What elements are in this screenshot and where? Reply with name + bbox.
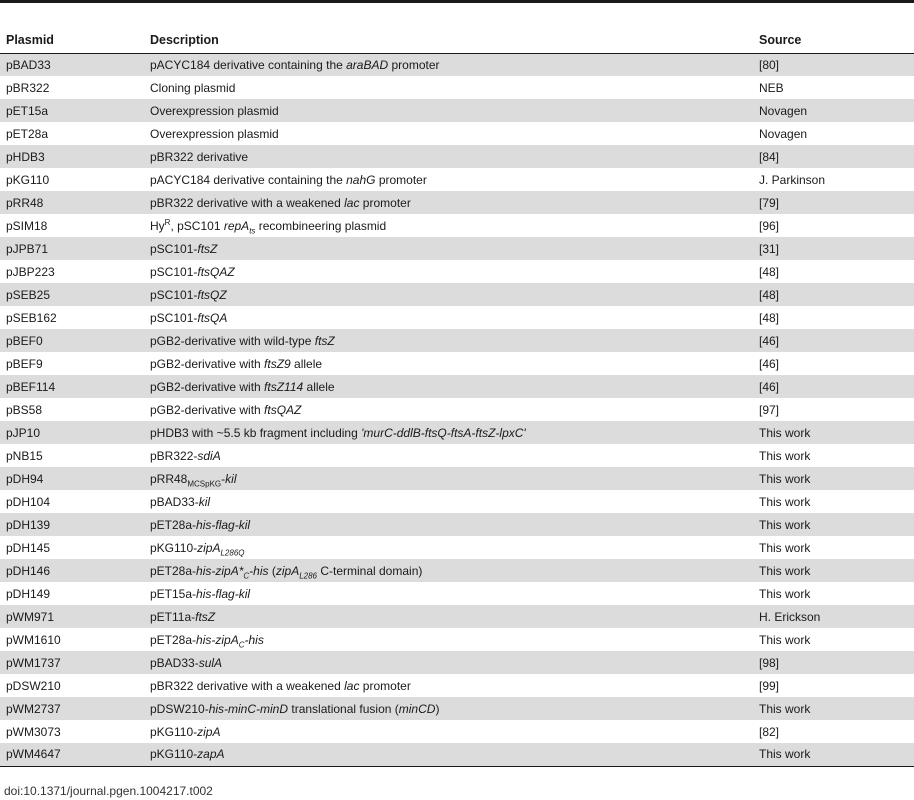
source-cell: [98] xyxy=(759,655,780,670)
plasmid-cell: pBS58 xyxy=(6,402,43,417)
description-segment: zapA xyxy=(197,747,225,762)
description-segment: zipA xyxy=(197,540,221,555)
description-segment: L286Q xyxy=(220,547,245,557)
table-row xyxy=(0,467,914,490)
description-segment: -his xyxy=(249,563,269,578)
table-row xyxy=(0,122,914,145)
description-segment: lac xyxy=(344,195,360,210)
description-cell xyxy=(144,467,753,490)
table-row xyxy=(0,421,914,444)
description-segment: ftsZ xyxy=(197,241,218,256)
description-segment: kil xyxy=(198,494,211,509)
plasmid-cell: pET28a xyxy=(6,126,49,141)
description-segment: allele xyxy=(303,379,335,394)
table-row xyxy=(0,720,914,743)
table-row xyxy=(0,352,914,375)
description-cell xyxy=(144,352,753,375)
description-segment: Hy xyxy=(150,218,165,233)
plasmid-cell: pBR322 xyxy=(6,80,50,95)
table-row xyxy=(0,628,914,651)
description-cell xyxy=(144,53,753,76)
description-segment: zipA xyxy=(275,563,300,578)
description-cell xyxy=(144,582,753,605)
source-cell: This work xyxy=(759,540,811,555)
source-cell: Novagen xyxy=(759,103,808,118)
description-segment: pACYC184 derivative containing the xyxy=(150,57,347,72)
plasmid-cell: pDH146 xyxy=(6,563,51,578)
description-cell xyxy=(144,743,753,766)
description-cell xyxy=(144,122,753,145)
description-segment: his-flag-kil xyxy=(196,586,251,601)
description-segment: pBAD33- xyxy=(150,655,199,670)
plasmid-cell: pRR48 xyxy=(6,195,44,210)
plasmid-cell: pBEF0 xyxy=(6,333,43,348)
description-segment: ftsZ114 xyxy=(264,379,304,394)
source-cell: NEB xyxy=(759,80,784,95)
header-description: Description xyxy=(144,28,753,53)
description-segment: ) xyxy=(435,701,440,716)
description-segment: ftsQAZ xyxy=(264,402,302,417)
table-row xyxy=(0,99,914,122)
description-cell xyxy=(144,191,753,214)
table-row xyxy=(0,375,914,398)
description-segment: lac xyxy=(344,678,360,693)
plasmid-cell: pWM971 xyxy=(6,609,55,624)
source-cell: [46] xyxy=(759,356,780,371)
description-segment: pKG110- xyxy=(150,540,198,555)
description-segment: pGB2-derivative with wild-type xyxy=(150,333,315,348)
description-cell xyxy=(144,375,753,398)
description-segment: pET28a- xyxy=(150,563,197,578)
description-segment: promoter xyxy=(388,57,440,72)
table-row xyxy=(0,674,914,697)
description-segment: araBAD xyxy=(346,57,389,72)
description-cell xyxy=(144,444,753,467)
source-cell: This work xyxy=(753,743,914,766)
description-segment: Cloning plasmid xyxy=(150,80,236,95)
description-cell xyxy=(144,283,753,306)
description-segment: nahG xyxy=(346,172,376,187)
description-segment: zipA xyxy=(197,724,221,739)
source-cell: This work xyxy=(759,448,811,463)
header-plasmid: Plasmid xyxy=(0,28,144,53)
source-cell: [84] xyxy=(759,149,780,164)
description-segment: his-minC-minD xyxy=(208,701,289,716)
description-segment: sdiA xyxy=(197,448,221,463)
source-cell: [99] xyxy=(759,678,780,693)
plasmid-cell: pBAD33 xyxy=(6,57,51,72)
plasmid-cell: pNB15 xyxy=(6,448,43,463)
source-cell: [79] xyxy=(759,195,780,210)
source-cell: This work xyxy=(759,425,811,440)
plasmid-cell: pBEF114 xyxy=(6,379,56,394)
plasmid-cell: pWM3073 xyxy=(6,724,61,739)
description-segment: pSC101- xyxy=(150,241,198,256)
description-segment: pSC101- xyxy=(150,287,198,302)
table-row xyxy=(0,191,914,214)
source-cell: H. Erickson xyxy=(759,609,821,624)
plasmid-table xyxy=(0,28,914,767)
description-cell xyxy=(144,421,753,444)
source-cell: [48] xyxy=(759,310,780,325)
source-cell: This work xyxy=(759,494,811,509)
source-cell: This work xyxy=(759,701,811,716)
source-cell: [80] xyxy=(759,57,780,72)
description-cell xyxy=(144,490,753,513)
description-segment: pKG110- xyxy=(150,724,198,739)
description-segment: ftsZ xyxy=(195,609,216,624)
table-row xyxy=(0,743,914,766)
table-row xyxy=(0,559,914,582)
table-row xyxy=(0,145,914,168)
source-cell: [48] xyxy=(759,264,780,279)
description-segment: pKG110- xyxy=(150,747,198,762)
description-cell xyxy=(144,559,753,582)
table-row xyxy=(0,260,914,283)
plasmid-cell: pJPB71 xyxy=(6,241,49,256)
description-segment: pGB2-derivative with xyxy=(150,356,265,371)
description-segment: pACYC184 derivative containing the xyxy=(150,172,347,187)
description-segment: C xyxy=(243,570,250,580)
description-cell xyxy=(144,329,753,352)
description-segment: ftsZ9 xyxy=(264,356,291,371)
description-segment: pSC101- xyxy=(150,310,198,325)
description-segment: - xyxy=(221,471,226,486)
table-row xyxy=(0,490,914,513)
description-segment: repA xyxy=(223,218,250,233)
description-segment: 'murC-ddlB-ftsQ-ftsA-ftsZ-lpxC' xyxy=(361,425,526,440)
description-segment: -his xyxy=(244,632,264,647)
description-cell xyxy=(144,306,753,329)
description-segment: pBR322 derivative xyxy=(150,149,249,164)
table-body xyxy=(0,53,914,766)
description-segment: pET28a- xyxy=(150,632,197,647)
description-segment: pET15a- xyxy=(150,586,197,601)
source-cell: This work xyxy=(759,563,811,578)
plasmid-cell: pWM2737 xyxy=(6,701,61,716)
table-row xyxy=(0,697,914,720)
table-row xyxy=(0,53,914,76)
description-segment: promoter xyxy=(359,678,411,693)
table-row xyxy=(0,513,914,536)
source-cell: This work xyxy=(759,517,811,532)
plasmid-cell: pDH139 xyxy=(6,517,51,532)
description-segment: MCSpKG xyxy=(187,478,222,488)
source-cell: Novagen xyxy=(759,126,808,141)
plasmid-cell: pWM4647 xyxy=(0,743,144,766)
source-cell: [46] xyxy=(759,379,780,394)
plasmid-cell: pET15a xyxy=(6,103,49,118)
source-cell: J. Parkinson xyxy=(759,172,826,187)
description-cell xyxy=(144,651,753,674)
table-row xyxy=(0,398,914,421)
description-segment: kil xyxy=(225,471,237,486)
header-source: Source xyxy=(753,28,914,53)
table-row xyxy=(0,214,914,237)
description-segment: pSC101- xyxy=(150,264,198,279)
description-segment: ftsQZ xyxy=(197,287,227,302)
table-row xyxy=(0,536,914,559)
description-segment: pBAD33- xyxy=(150,494,199,509)
description-cell xyxy=(144,720,753,743)
plasmid-cell: pSEB162 xyxy=(6,310,57,325)
description-cell xyxy=(144,237,753,260)
description-segment: pGB2-derivative with xyxy=(150,402,265,417)
description-segment: C-terminal domain) xyxy=(317,563,423,578)
table-row xyxy=(0,283,914,306)
description-segment: ts xyxy=(249,225,256,235)
table-row xyxy=(0,605,914,628)
plasmid-cell: pDH94 xyxy=(6,471,44,486)
plasmid-cell: pWM1610 xyxy=(6,632,61,647)
description-segment: ftsZ xyxy=(314,333,335,348)
description-segment: his-zipA xyxy=(196,632,239,647)
description-cell xyxy=(144,76,753,99)
source-cell: [31] xyxy=(759,241,780,256)
description-segment: ftsQA xyxy=(197,310,228,325)
description-segment: C xyxy=(238,639,245,649)
table-row xyxy=(0,651,914,674)
description-segment: pHDB3 with ~5.5 kb fragment including xyxy=(150,425,362,440)
plasmid-cell: pDSW210 xyxy=(6,678,61,693)
source-cell: [48] xyxy=(759,287,780,302)
description-cell xyxy=(144,536,753,559)
description-cell xyxy=(144,168,753,191)
table-row xyxy=(0,582,914,605)
description-cell xyxy=(144,398,753,421)
description-segment: recombineering plasmid xyxy=(255,218,387,233)
plasmid-cell: pWM1737 xyxy=(6,655,61,670)
table-row xyxy=(0,329,914,352)
description-segment: allele xyxy=(290,356,323,371)
plasmid-cell: pDH149 xyxy=(6,586,51,601)
description-segment: Overexpression plasmid xyxy=(150,103,279,118)
description-cell xyxy=(144,674,753,697)
description-cell xyxy=(144,99,753,122)
description-cell xyxy=(144,214,753,237)
plasmid-cell: pDH145 xyxy=(6,540,51,555)
description-segment: his-flag-kil xyxy=(196,517,251,532)
table-header-row xyxy=(0,28,914,53)
plasmid-cell: pSIM18 xyxy=(6,218,48,233)
source-cell: This work xyxy=(759,471,811,486)
plasmid-cell: pJBP223 xyxy=(6,264,55,279)
plasmid-cell: pSEB25 xyxy=(6,287,51,302)
description-cell xyxy=(144,697,753,720)
description-segment: promoter xyxy=(375,172,427,187)
table-row xyxy=(0,76,914,99)
description-segment: pGB2-derivative with xyxy=(150,379,265,394)
plasmid-cell: pDH104 xyxy=(6,494,51,509)
description-segment: pDSW210- xyxy=(150,701,209,716)
description-cell xyxy=(144,145,753,168)
description-segment: pBR322 derivative with a weakened xyxy=(150,678,345,693)
description-cell xyxy=(144,628,753,651)
description-segment: pBR322 derivative with a weakened xyxy=(150,195,345,210)
table-row xyxy=(0,444,914,467)
table-row xyxy=(0,168,914,191)
plasmid-cell: pBEF9 xyxy=(6,356,43,371)
description-segment: L286 xyxy=(299,570,317,580)
doi-footnote: doi:10.1371/journal.pgen.1004217.t002 xyxy=(4,784,213,798)
source-cell: [97] xyxy=(759,402,780,417)
source-cell: This work xyxy=(759,586,811,601)
description-cell xyxy=(144,605,753,628)
plasmid-cell: pJP10 xyxy=(6,425,41,440)
description-segment: ftsQAZ xyxy=(197,264,235,279)
source-cell: [46] xyxy=(759,333,780,348)
description-segment: minCD xyxy=(398,701,436,716)
description-segment: pET11a- xyxy=(150,609,196,624)
description-segment: R xyxy=(164,217,171,227)
plasmid-cell: pKG110 xyxy=(6,172,50,187)
description-segment: ( xyxy=(268,563,276,578)
table-row xyxy=(0,237,914,260)
plasmid-cell: pHDB3 xyxy=(6,149,45,164)
description-segment: promoter xyxy=(359,195,411,210)
description-segment: Overexpression plasmid xyxy=(150,126,279,141)
source-cell: [96] xyxy=(759,218,780,233)
top-rule xyxy=(0,0,914,3)
description-segment: sulA xyxy=(198,655,223,670)
source-cell: This work xyxy=(759,632,811,647)
description-segment: pRR48 xyxy=(150,471,188,486)
table-row xyxy=(0,306,914,329)
description-segment: , pSC101 xyxy=(170,218,224,233)
description-segment: his-zipA* xyxy=(196,563,244,578)
description-segment: translational fusion ( xyxy=(288,701,399,716)
description-segment: pBR322- xyxy=(150,448,198,463)
description-cell xyxy=(144,260,753,283)
plasmid-table-container xyxy=(0,28,914,767)
description-cell xyxy=(144,513,753,536)
description-segment: pET28a- xyxy=(150,517,197,532)
source-cell: [82] xyxy=(759,724,780,739)
